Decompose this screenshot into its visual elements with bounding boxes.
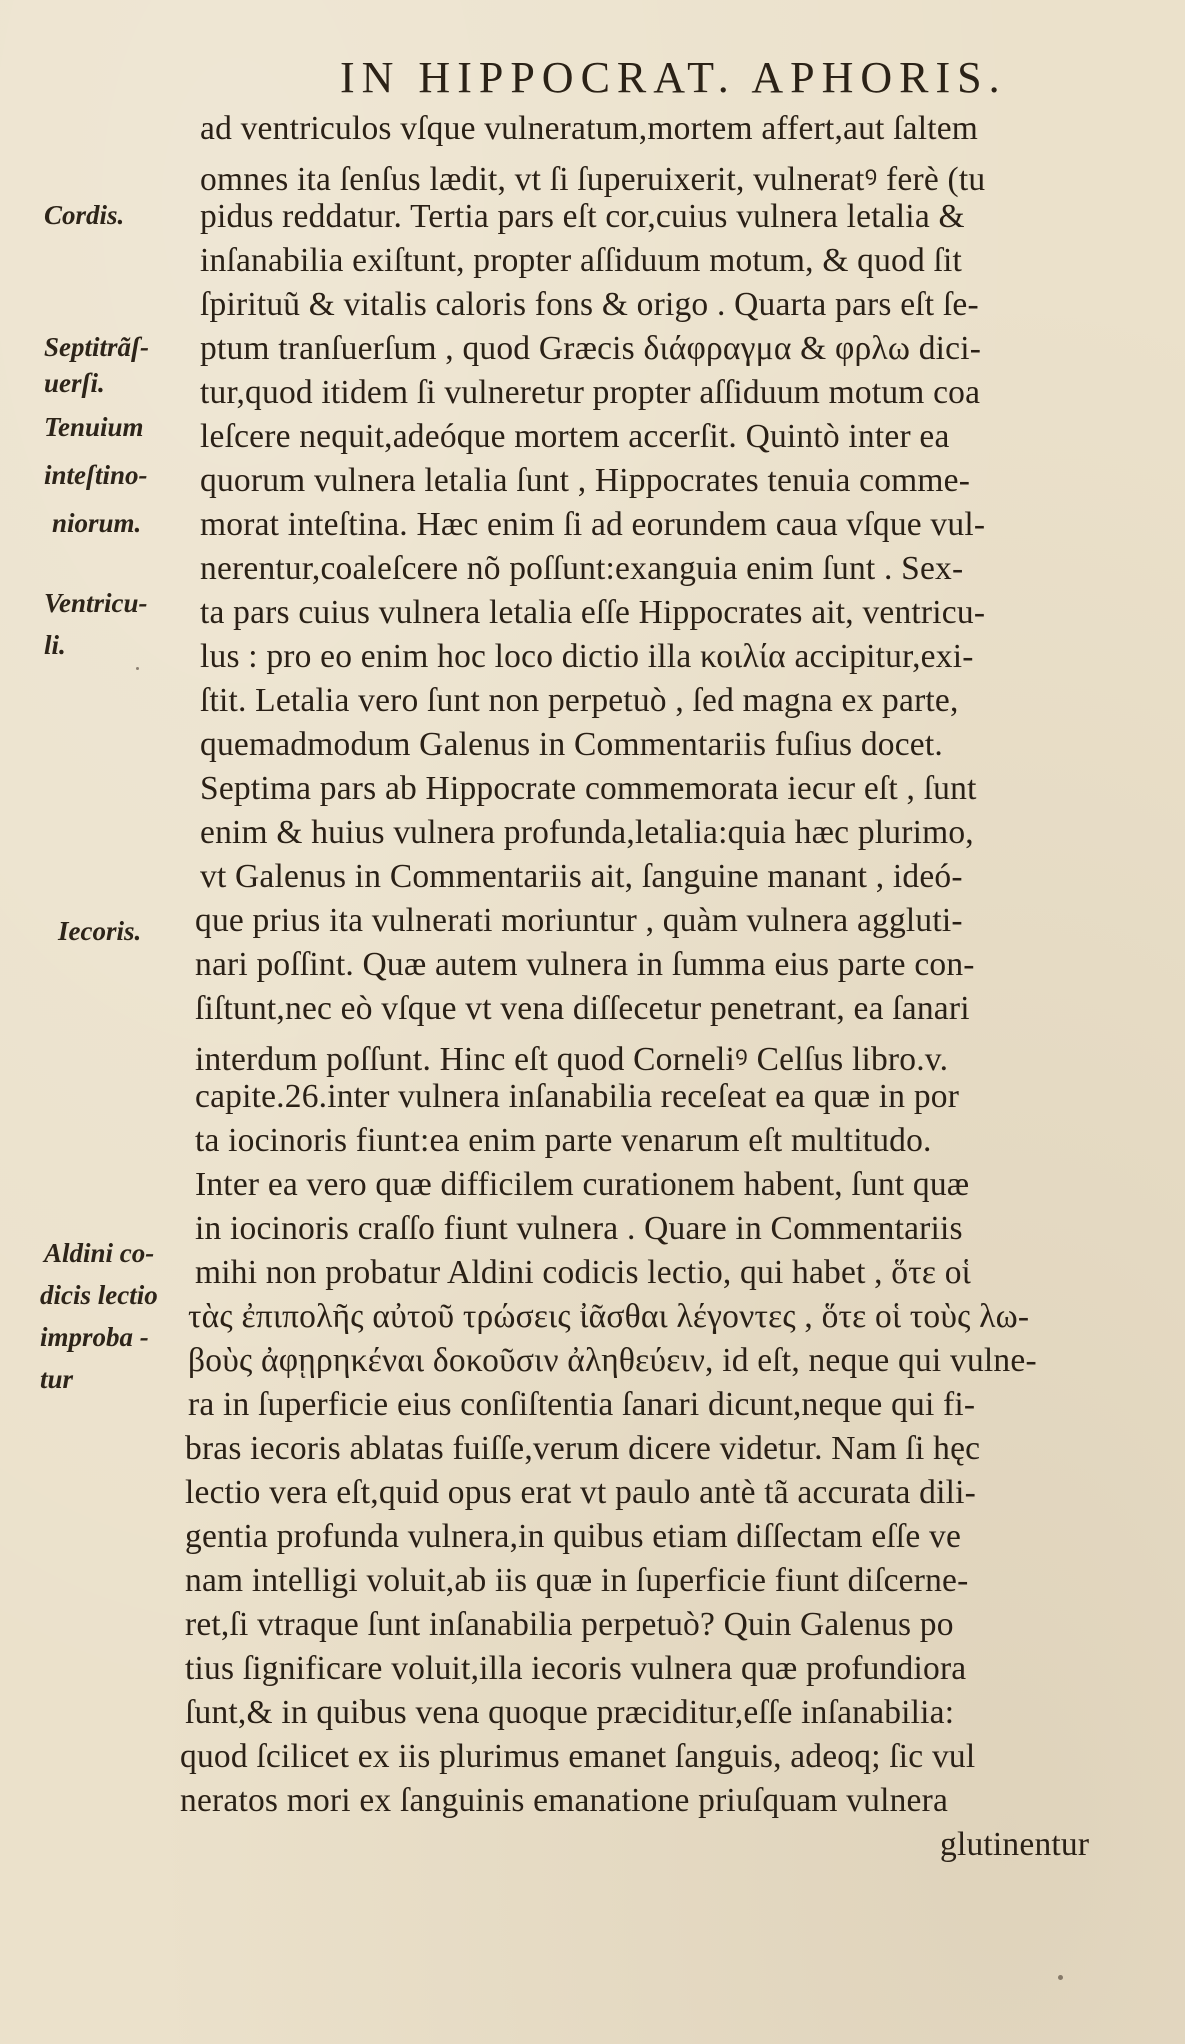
text-line: ra in ſuperficie eius conſiſtentia ſanari dicunt,neque qui fi- [188, 1386, 976, 1423]
marginal-note: Iecoris. [58, 916, 142, 946]
marginal-note: Cordis. [44, 200, 125, 230]
text-line: ret,ſi vtraque ſunt inſanabilia perpetuò? Quin Galenus po [185, 1606, 954, 1643]
marginal-note: uerſi. [44, 368, 105, 398]
text-line: tius ſignificare voluit,illa iecoris vulnera quæ profundiora [185, 1650, 967, 1687]
running-head: IN HIPPOCRAT. APHORIS. [340, 53, 1007, 102]
marginal-note: niorum. [52, 508, 142, 538]
text-line: ptum tranſuerſum , quod Græcis διάφραγμα & φρλω dici- [200, 330, 982, 367]
text-line: ſpirituũ & vitalis caloris fons & origo . Quarta pars eſt ſe- [200, 286, 979, 323]
text-line: quod ſcilicet ex iis plurimus emanet ſanguis, adeoq; ſic vul [180, 1738, 976, 1775]
text-line: ta iocinoris fiunt:ea enim parte venarum eſt multitudo. [195, 1122, 932, 1159]
text-line: morat inteſtina. Hæc enim ſi ad eorundem caua vſque vul- [200, 506, 986, 543]
text-line: capite.26.inter vulnera inſanabilia receſeat ea quæ in por [195, 1078, 960, 1115]
text-line: ſunt,& in quibus vena quoque præciditur,eſſe inſanabilia: [185, 1694, 955, 1731]
text-line: βοὺς ἀφῃρηκέναι δοκοῦσιν ἀληθεύειν, id eſt, neque qui vulne- [188, 1342, 1037, 1379]
text-line: nam intelligi voluit,ab iis quæ in ſuperficie fiunt diſcerne- [185, 1562, 969, 1599]
marginal-note: improba - [40, 1322, 149, 1352]
text-line: neratos mori ex ſanguinis emanatione priuſquam vulnera [180, 1782, 949, 1819]
marginal-note: Ventricu- [44, 588, 148, 618]
text-line: tur,quod itidem ſi vulneretur propter aſſiduum motum coa [200, 374, 981, 411]
text-line: lectio vera eſt,quid opus erat vt paulo antè tã accurata dili- [185, 1474, 976, 1511]
marginal-note: li. [44, 630, 66, 660]
text-line: omnes ita ſenſus lædit, vt ſi ſuperuixerit, vulneratꝰ ferè (tu [200, 161, 986, 198]
text-line: mihi non probatur Aldini codicis lectio, qui habet , ὅτε οἱ [195, 1254, 971, 1291]
text-line: quorum vulnera letalia ſunt , Hippocrates tenuia comme- [200, 462, 971, 499]
marginal-note: tur [40, 1364, 74, 1394]
text-line: vt Galenus in Commentariis ait, ſanguine manant , ideó- [200, 858, 963, 895]
text-line: τὰς ἐπιπολῆς αὐτοῦ τρώσεις ἰᾶσθαι λέγοντες , ὅτε οἱ τοὺς λω- [188, 1298, 1030, 1335]
text-line: enim & huius vulnera profunda,letalia:quia hæc plurimo, [200, 814, 974, 851]
text-line: leſcere nequit,adeóque mortem accerſit. Quintò inter ea [200, 418, 950, 455]
text-line: in iocinoris craſſo fiunt vulnera . Quare in Commentariis [195, 1210, 963, 1247]
text-line: ſtit. Letalia vero ſunt non perpetuò , ſed magna ex parte, [200, 682, 959, 719]
text-line: gentia profunda vulnera,in quibus etiam diſſectam eſſe ve [185, 1518, 962, 1555]
marginal-note: Septitrãſ- [44, 332, 149, 362]
text-line: nerentur,coaleſcere nõ poſſunt:exanguia enim ſunt . Sex- [200, 550, 964, 587]
paper-speck [1058, 1975, 1063, 1980]
marginal-note: Tenuium [44, 412, 144, 442]
marginal-note: inteſtino- [44, 460, 148, 490]
text-line: Inter ea vero quæ difficilem curationem habent, ſunt quæ [195, 1166, 970, 1203]
text-line: inſanabilia exiſtunt, propter aſſiduum motum, & quod ſit [200, 242, 963, 279]
marginal-note: Aldini co- [44, 1238, 155, 1268]
text-line: ad ventriculos vſque vulneratum,mortem affert,aut ſaltem [200, 110, 979, 147]
paper-speck [136, 667, 139, 670]
text-line: bras iecoris ablatas fuiſſe,verum dicere videtur. Nam ſi hęc [185, 1430, 981, 1467]
marginal-note: dicis lectio [40, 1280, 158, 1310]
text-line: ſiſtunt,nec eò vſque vt vena diſſecetur penetrant, ea ſanari [195, 990, 970, 1027]
catchword: glutinentur [940, 1826, 1090, 1863]
text-line: interdum poſſunt. Hinc eſt quod Corneliꝰ Celſus libro.v. [195, 1041, 949, 1078]
text-line: que prius ita vulnerati moriuntur , quàm vulnera aggluti- [195, 902, 963, 939]
text-line: Septima pars ab Hippocrate commemorata iecur eſt , ſunt [200, 770, 977, 807]
text-line: lus : pro eo enim hoc loco dictio illa κοιλία accipitur,exi- [200, 638, 974, 675]
text-line: ta pars cuius vulnera letalia eſſe Hippocrates ait, ventricu- [200, 594, 986, 631]
text-line: pidus reddatur. Tertia pars eſt cor,cuius vulnera letalia & [200, 198, 965, 235]
text-line: quemadmodum Galenus in Commentariis fuſius docet. [200, 726, 943, 763]
text-line: nari poſſint. Quæ autem vulnera in ſumma eius parte con- [195, 946, 975, 983]
